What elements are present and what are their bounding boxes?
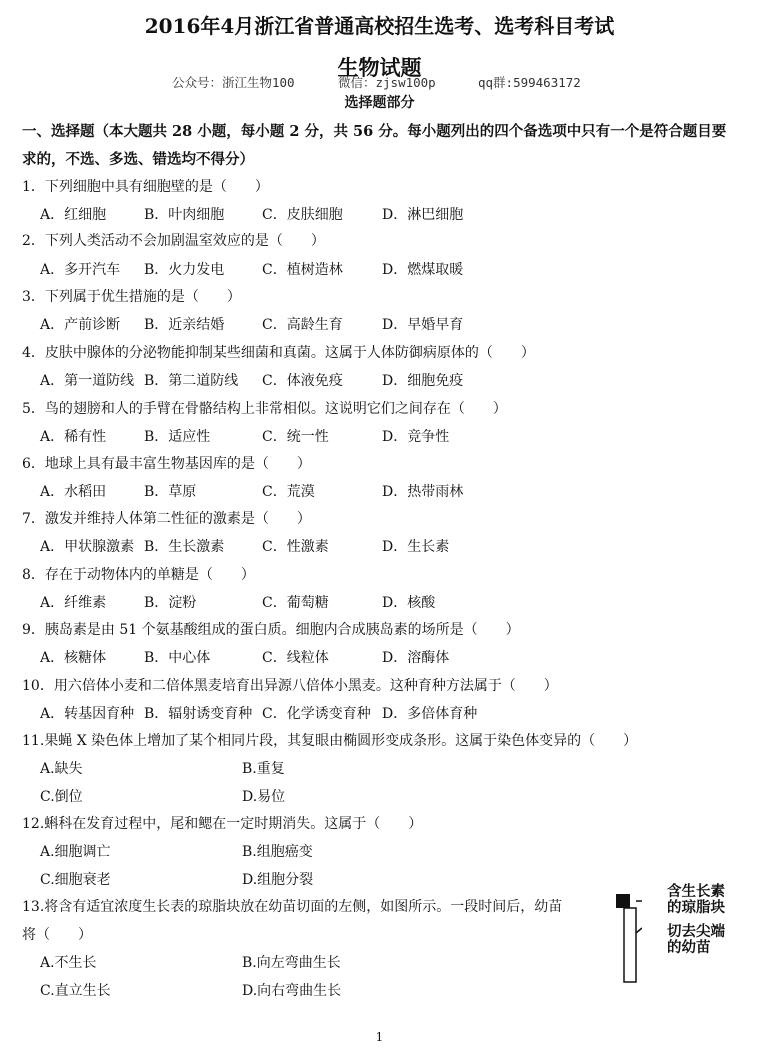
question-stem: 2．下列人类活动不会加剧温室效应的是（ ） (22, 233, 325, 249)
question-option: D．生长素 (382, 539, 450, 555)
question-option: C．化学诱变育种 (262, 706, 371, 722)
question-option: B.向左弯曲生长 (242, 955, 341, 971)
question-option: B．叶肉细胞 (144, 207, 225, 223)
question-stem: 7．激发并维持人体第二性征的激素是（ ） (22, 511, 311, 527)
question-stem: 13.将含有适宜浓度生长表的琼脂块放在幼苗切面的左侧，如图所示。一段时间后，幼苗 (22, 899, 563, 915)
question-option: B.组胞癌变 (242, 844, 313, 860)
question-stem: 3．下列属于优生措施的是（ ） (22, 289, 241, 305)
question-option: A．多开汽车 (40, 262, 121, 278)
question-option: C．荒漠 (262, 484, 315, 500)
question-option: A.缺失 (40, 761, 83, 777)
question-option: C.细胞衰老 (40, 872, 111, 888)
agar-block (616, 894, 630, 908)
question-option: A．甲状腺激素 (40, 539, 135, 555)
seedling-agar-figure (610, 888, 642, 988)
question-stem: 5．鸟的翅膀和人的手臂在骨骼结构上非常相似。这说明它们之间存在（ ） (22, 401, 507, 417)
question-option: B．火力发电 (144, 262, 225, 278)
question-option: D．多倍体育种 (382, 706, 478, 722)
question-stem: 8．存在于动物体内的单糖是（ ） (22, 567, 255, 583)
question-stem: 1．下列细胞中具有细胞壁的是（ ） (22, 179, 269, 195)
question-option: A．水稻田 (40, 484, 107, 500)
figure-label-agar: 含生长素 的琼脂块 (667, 884, 725, 916)
question-option: B．中心体 (144, 650, 211, 666)
question-option: C.直立生长 (40, 983, 111, 999)
question-option: A．核糖体 (40, 650, 107, 666)
question-option: B.重复 (242, 761, 285, 777)
page-subtitle: 生物试题 (337, 55, 422, 80)
page-title: 2016年4月浙江省普通高校招生选考、选考科目考试 (144, 14, 615, 38)
question-option: B．生长激素 (144, 539, 225, 555)
question-stem: 12.蝌科在发育过程中，尾和鳃在一定时期消失。这属于（ ） (22, 816, 423, 832)
question-option: D.向右弯曲生长 (242, 983, 342, 999)
question-option: A．产前诊断 (40, 317, 121, 333)
question-option: D.组胞分裂 (242, 872, 314, 888)
question-option: B．淀粉 (144, 595, 197, 611)
question-option: C．性激素 (262, 539, 329, 555)
question-stem-continued: 将（ ） (22, 927, 92, 943)
question-option: C．皮肤细胞 (262, 207, 343, 223)
question-option: D．早婚早育 (382, 317, 464, 333)
question-option: C．体液免疫 (262, 373, 343, 389)
question-option: C．植树造林 (262, 262, 343, 278)
question-stem: 4．皮肤中腺体的分泌物能抑制某些细菌和真菌。这属于人体防御病原体的（ ） (22, 345, 535, 361)
question-stem: 6．地球上具有最丰富生物基因库的是（ ） (22, 456, 311, 472)
question-option: B．适应性 (144, 429, 211, 445)
question-option: C．葡萄糖 (262, 595, 329, 611)
question-stem: 9．胰岛素是由 51 个氨基酸组成的蛋白质。细胞内合成胰岛素的场所是（ ） (22, 622, 520, 638)
question-stem: 10．用六倍体小麦和二倍体黑麦培育出异源八倍体小黑麦。这种育种方法属于（ ） (22, 678, 558, 694)
wechat-public-info: 公众号：浙江生物100 (172, 75, 295, 90)
question-option: C．线粒体 (262, 650, 329, 666)
section-intro-line-1: 一、选择题（本大题共 28 小题，每小题 2 分，共 56 分。每小题列出的四个备选项中只有一个是符合题目要 (22, 123, 727, 140)
question-option: A．纤维素 (40, 595, 107, 611)
qq-info: qq群:599463172 (478, 75, 581, 90)
question-stem: 11.果蝇 X 染色体上增加了某个相同片段，其复眼由椭圆形变成条形。这属于染色体变异的（ ） (22, 733, 638, 749)
question-option: D．竞争性 (382, 429, 450, 445)
question-option: D．细胞免疫 (382, 373, 464, 389)
question-option: A.不生长 (40, 955, 97, 971)
page-number: 1 (375, 1030, 384, 1044)
question-option: A．第一道防线 (40, 373, 135, 389)
figure-label-seedling: 切去尖端 的幼苗 (667, 924, 725, 956)
question-option: A．转基因育种 (40, 706, 135, 722)
question-option: D．溶酶体 (382, 650, 450, 666)
question-option: A．稀有性 (40, 429, 107, 445)
question-option: D．热带雨林 (382, 484, 464, 500)
question-option: C．统一性 (262, 429, 329, 445)
question-option: C．高龄生育 (262, 317, 343, 333)
section-heading: 选择题部分 (344, 95, 415, 111)
question-option: D．核酸 (382, 595, 436, 611)
question-option: C.倒位 (40, 789, 83, 805)
question-option: D.易位 (242, 789, 286, 805)
wechat-info: 微信：zjsw100p (338, 75, 436, 90)
question-option: B．近亲结婚 (144, 317, 225, 333)
question-option: A.细胞调亡 (40, 844, 111, 860)
seedling-stem (624, 908, 636, 982)
question-option: B．第二道防线 (144, 373, 239, 389)
question-option: D．淋巴细胞 (382, 207, 464, 223)
question-option: A．红细胞 (40, 207, 107, 223)
question-option: D．燃煤取暖 (382, 262, 464, 278)
question-option: B．草原 (144, 484, 197, 500)
section-intro-line-2: 求的，不选、多选、错选均不得分） (22, 151, 254, 168)
question-option: B．辐射诱变育种 (144, 706, 253, 722)
